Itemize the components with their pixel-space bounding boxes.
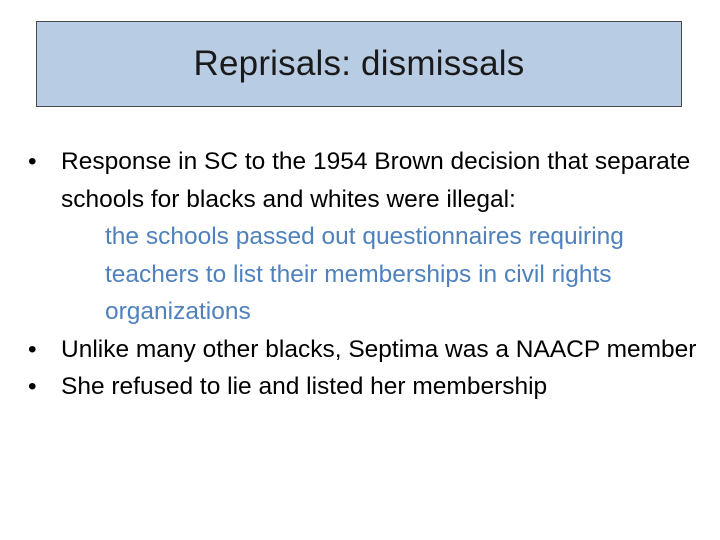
- bullet-item: [26, 143, 706, 218]
- bullet-icon: •: [28, 373, 37, 400]
- sub-item-text: the schools passed out questionnaires requiring teachers to list their memberships in civil rights organizations: [105, 223, 624, 325]
- title-box: [36, 21, 682, 107]
- slide-body: [26, 143, 706, 406]
- slide-title: Reprisals: dismissals: [193, 44, 525, 83]
- bullet-text: She refused to lie and listed her membership: [61, 373, 548, 400]
- bullet-text: Response in SC to the 1954 Brown decision that separate schools for blacks and whites were illegal:: [61, 148, 691, 213]
- bullet-item: [26, 368, 706, 406]
- bullet-text: Unlike many other blacks, Septima was a NAACP member: [61, 335, 697, 363]
- bullet-icon: •: [28, 335, 37, 363]
- bullet-icon: •: [28, 148, 37, 175]
- sub-item: [26, 218, 706, 331]
- bullet-item: [26, 331, 706, 369]
